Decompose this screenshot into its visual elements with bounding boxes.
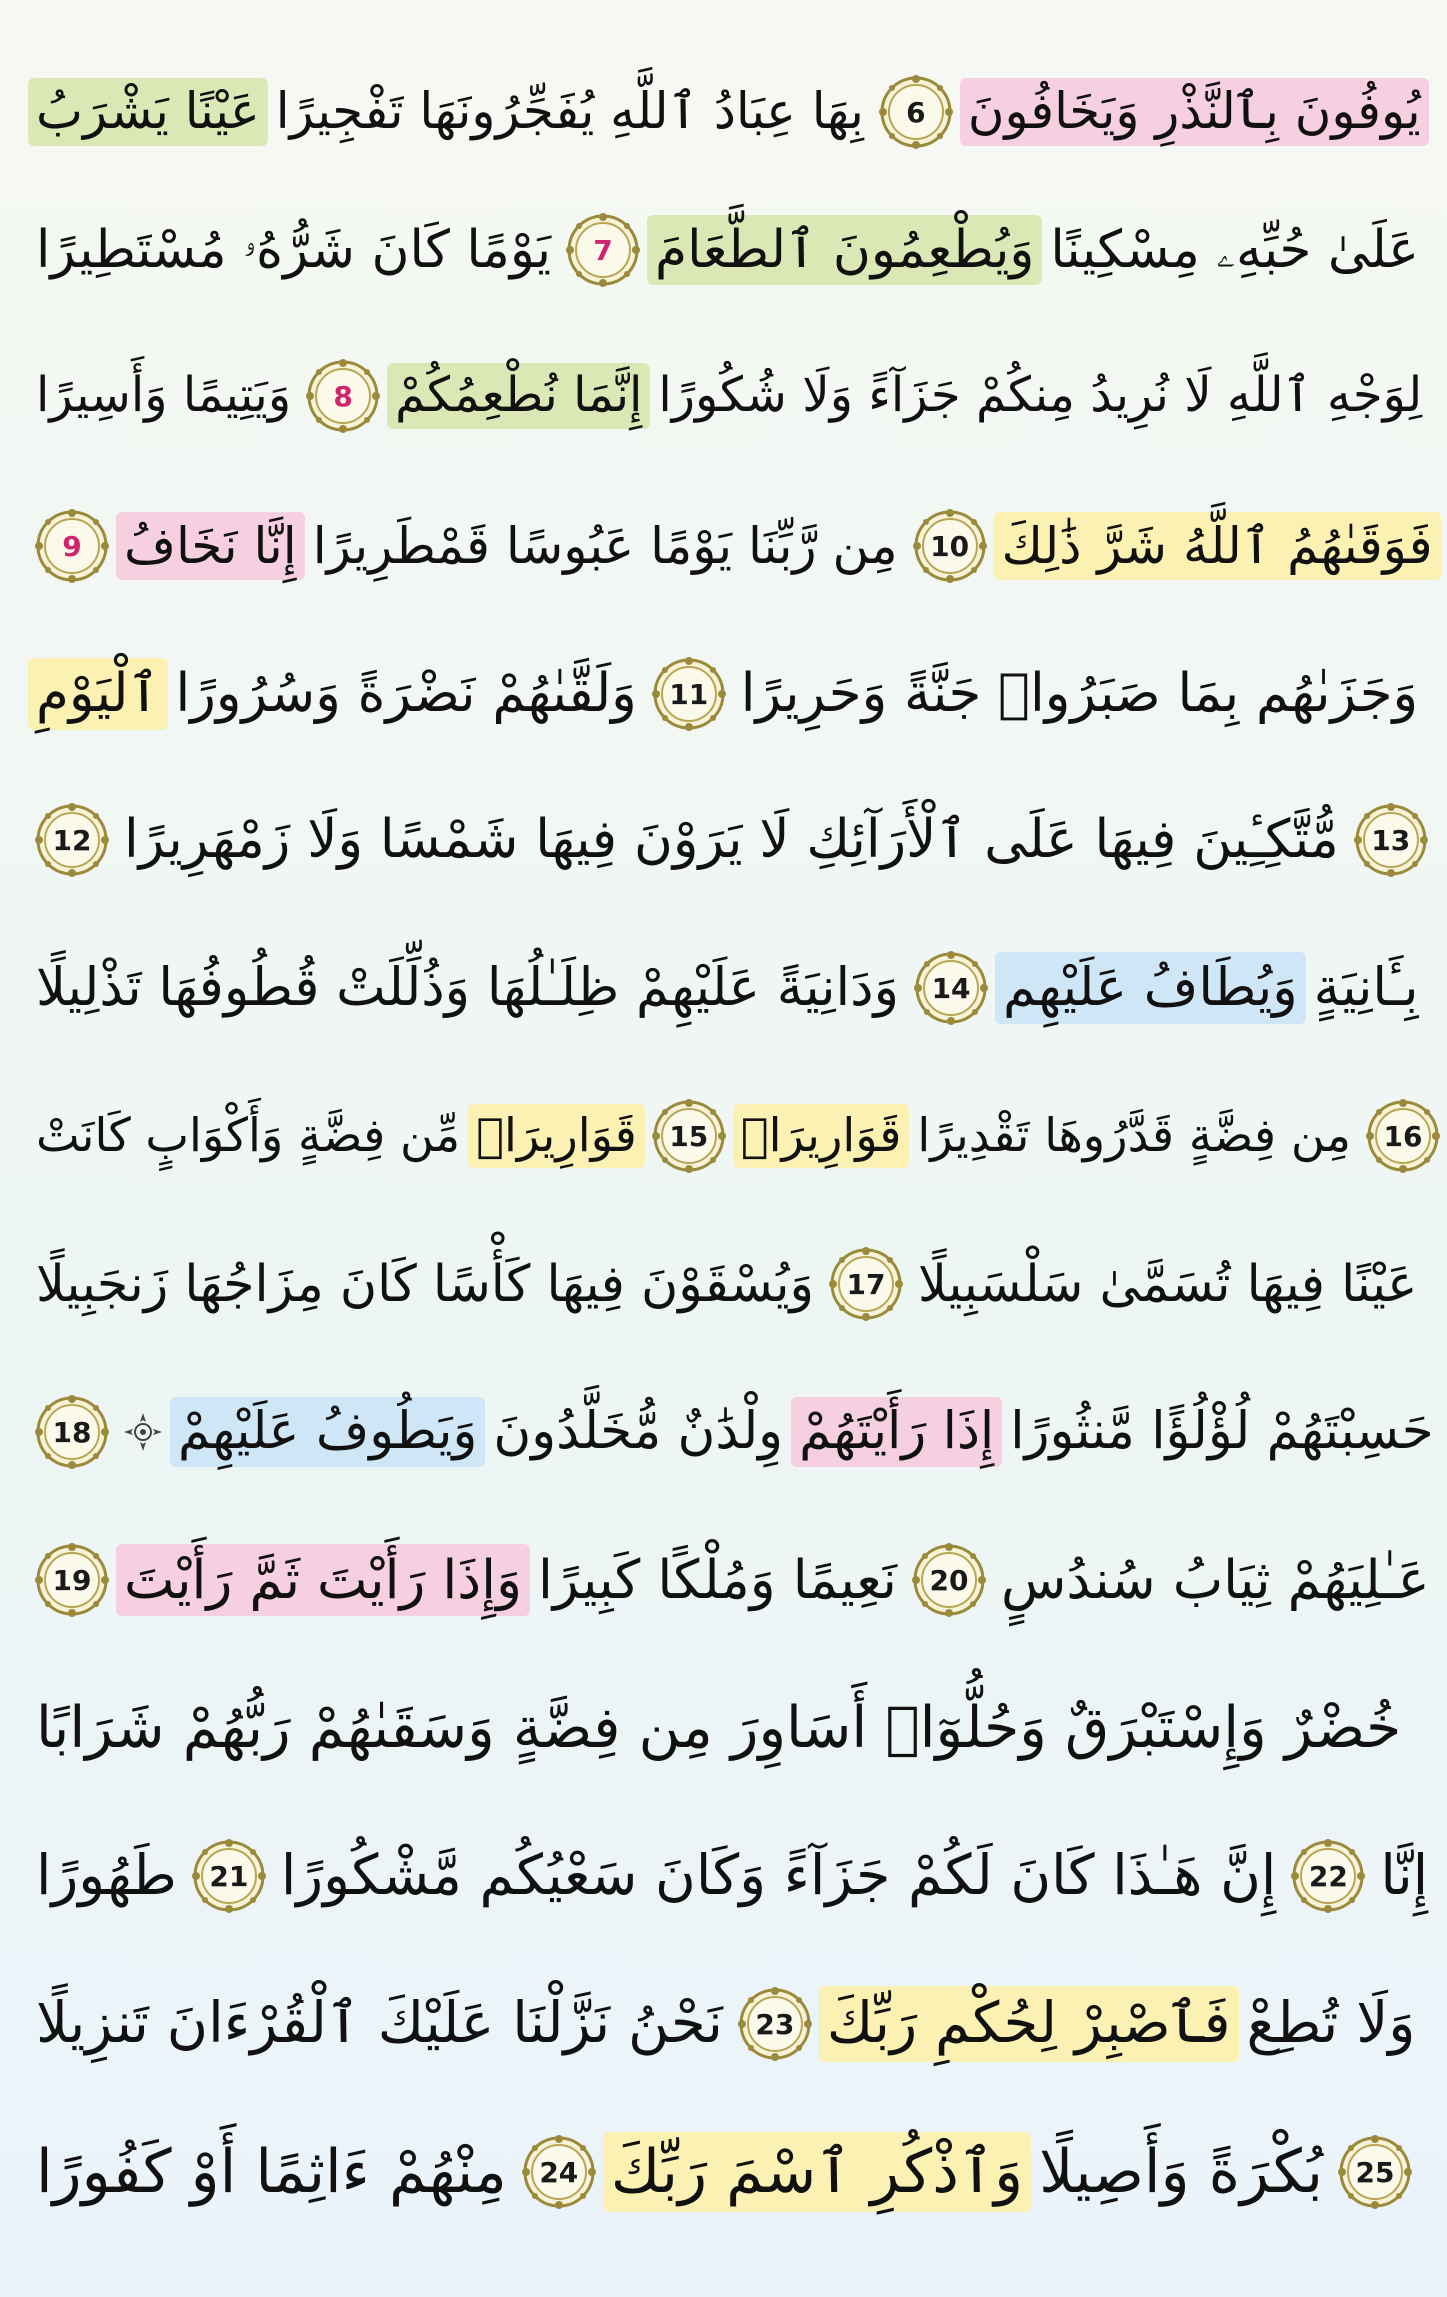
verse-line-1 xyxy=(28,52,1419,172)
ayah-marker-21[interactable]: 21 xyxy=(191,1838,267,1914)
verse-text: عَـٰلِيَهُمْ ثِيَابُ سُندُسٍ xyxy=(1000,1547,1430,1611)
highlighted-phrase[interactable]: يُوفُونَ بِٱلنَّذْرِ وَيَخَافُونَ xyxy=(960,78,1429,146)
verse-text: مِن رَّبِّنَا يَوْمًا عَبُوسًا قَمْطَرِيرًا xyxy=(312,515,898,575)
verse-line-3 xyxy=(28,336,1423,456)
highlighted-phrase[interactable]: ٱلْيَوْمِ xyxy=(28,658,168,730)
verse-text: وَيُسْقَوْنَ فِيهَا كَأْسًا كَانَ مِزَاجُهَا زَنجَبِيلًا xyxy=(36,1253,814,1313)
verse-text: نَحْنُ نَزَّلْنَا عَلَيْكَ ٱلْقُرْءَانَ تَنزِيلًا xyxy=(36,1991,723,2057)
sajda-icon xyxy=(122,1411,164,1453)
highlighted-phrase[interactable]: إِذَا رَأَيْتَهُمْ xyxy=(791,1397,1002,1467)
ayah-marker-23[interactable]: 23 xyxy=(737,1986,813,2062)
verse-text: إِنَّ هَـٰذَا كَانَ لَكُمْ جَزَآءً وَكَانَ سَعْيُكُم مَّشْكُورًا xyxy=(280,1842,1277,1908)
highlighted-phrase[interactable]: قَوَارِيرَا۠ xyxy=(468,1104,645,1168)
verse-text: بِهَا عِبَادُ ٱللَّهِ يُفَجِّرُونَهَا تَفْجِيرًا xyxy=(275,82,864,141)
verse-text: يَوْمًا كَانَ شَرُّهُۥ مُسْتَطِيرًا xyxy=(36,219,552,280)
verse-text: وَلَقَّىٰهُمْ نَضْرَةً وَسُرُورًا xyxy=(175,662,637,725)
verse-text: إِنَّا xyxy=(1380,1842,1429,1908)
verse-text: طَهُورًا xyxy=(36,1842,177,1908)
verse-line-2 xyxy=(28,190,1419,310)
verse-text: لِوَجْهِ ٱللَّهِ لَا نُرِيدُ مِنكُمْ جَزَآءً وَلَا شُكُورًا xyxy=(658,367,1423,424)
verse-text: بُكْرَةً وَأَصِيلًا xyxy=(1039,2137,1324,2207)
ayah-marker-15[interactable]: 15 xyxy=(651,1098,727,1174)
ayah-marker-18[interactable]: 18 xyxy=(34,1394,110,1470)
ayah-marker-19[interactable]: 19 xyxy=(34,1542,110,1618)
highlighted-phrase[interactable]: وَيُطْعِمُونَ ٱلطَّعَامَ xyxy=(647,215,1042,285)
ayah-marker-8[interactable]: 8 xyxy=(305,358,381,434)
ayah-marker-20[interactable]: 20 xyxy=(911,1542,987,1618)
verse-text: عَلَىٰ حُبِّهِۦ مِسْكِينًا xyxy=(1050,219,1420,280)
verse-text: وِلْدَٰنٌ مُّخَلَّدُونَ xyxy=(493,1401,784,1462)
verse-line-5 xyxy=(28,634,1419,754)
verse-line-7 xyxy=(28,928,1419,1048)
verse-line-9 xyxy=(28,1224,1419,1344)
verse-text: مِن فِضَّةٍ قَدَّرُوهَا تَقْدِيرًا xyxy=(917,1108,1351,1163)
verse-text: وَجَزَىٰهُم بِمَا صَبَرُوا۟ جَنَّةً وَحَرِيرًا xyxy=(740,662,1419,725)
verse-text: وَلَا تُطِعْ xyxy=(1246,1991,1416,2057)
verse-text: وَدَانِيَةً عَلَيْهِمْ ظِلَـٰلُهَا وَذُلِّلَتْ قُطُوفُهَا تَذْلِيلًا xyxy=(36,957,900,1019)
verse-text: مِّن فِضَّةٍ وَأَكْوَابٍ كَانَتْ xyxy=(36,1108,461,1163)
verse-text: نَعِيمًا وَمُلْكًا كَبِيرًا xyxy=(537,1547,897,1611)
verse-line-12 xyxy=(28,1668,1419,1788)
ayah-marker-22[interactable]: 22 xyxy=(1290,1838,1366,1914)
ayah-marker-14[interactable]: 14 xyxy=(913,950,989,1026)
verse-text: حَسِبْتَهُمْ لُؤْلُؤًا مَّنثُورًا xyxy=(1010,1401,1434,1462)
highlighted-phrase[interactable]: وَإِذَا رَأَيْتَ ثَمَّ رَأَيْتَ xyxy=(116,1544,530,1616)
highlighted-phrase[interactable]: فَوَقَىٰهُمُ ٱللَّهُ شَرَّ ذَٰلِكَ xyxy=(994,512,1441,580)
verse-line-10 xyxy=(28,1372,1434,1492)
ayah-marker-17[interactable]: 17 xyxy=(828,1246,904,1322)
verse-line-8 xyxy=(28,1076,1423,1196)
verse-text: بِـَٔانِيَةٍ xyxy=(1313,957,1419,1019)
ayah-marker-13[interactable]: 13 xyxy=(1353,802,1429,878)
ayah-marker-12[interactable]: 12 xyxy=(34,802,110,878)
verse-line-13 xyxy=(28,1816,1429,1936)
ayah-marker-25[interactable]: 25 xyxy=(1337,2134,1413,2210)
verse-text: وَيَتِيمًا وَأَسِيرًا xyxy=(36,367,292,424)
verse-line-4 xyxy=(28,486,1433,606)
highlighted-phrase[interactable]: إِنَّمَا نُطْعِمُكُمْ xyxy=(387,363,650,429)
highlighted-phrase[interactable]: فَٱصْبِرْ لِحُكْمِ رَبِّكَ xyxy=(819,1986,1239,2062)
verse-text: مِنْهُمْ ءَاثِمًا أَوْ كَفُورًا xyxy=(36,2137,507,2207)
verse-text: مُّتَّكِـِٔينَ فِيهَا عَلَى ٱلْأَرَآئِكِ لَا يَرَوْنَ فِيهَا شَمْسًا وَلَا زَمْهَرِيرًا xyxy=(124,809,1339,871)
ayah-marker-9[interactable]: 9 xyxy=(34,508,110,584)
highlighted-phrase[interactable]: قَوَارِيرَا۟ xyxy=(733,1104,910,1168)
verse-text: خُضْرٌ وَإِسْتَبْرَقٌ وَحُلُّوٓا۟ أَسَاوِرَ مِن فِضَّةٍ وَسَقَىٰهُمْ رَبُّهُمْ شَرَابًا xyxy=(36,1694,1402,1761)
highlighted-phrase[interactable]: وَيَطُوفُ عَلَيْهِمْ xyxy=(170,1397,485,1467)
verse-line-14 xyxy=(28,1964,1419,2084)
verse-line-11 xyxy=(28,1520,1430,1640)
highlighted-phrase[interactable]: إِنَّا نَخَافُ xyxy=(116,512,305,580)
ayah-marker-24[interactable]: 24 xyxy=(521,2134,597,2210)
ayah-marker-6[interactable]: 6 xyxy=(878,74,954,150)
ayah-marker-16[interactable]: 16 xyxy=(1365,1098,1441,1174)
verse-line-15 xyxy=(28,2112,1419,2232)
verse-line-6 xyxy=(28,780,1419,900)
ayah-marker-11[interactable]: 11 xyxy=(651,656,727,732)
verse-text: عَيْنًا فِيهَا تُسَمَّىٰ سَلْسَبِيلًا xyxy=(918,1253,1418,1313)
highlighted-phrase[interactable]: وَيُطَافُ عَلَيْهِم xyxy=(995,952,1306,1023)
highlighted-phrase[interactable]: وَٱذْكُرِ ٱسْمَ رَبِّكَ xyxy=(603,2132,1031,2212)
ayah-marker-10[interactable]: 10 xyxy=(912,508,988,584)
highlighted-phrase[interactable]: عَيْنًا يَشْرَبُ xyxy=(28,78,268,146)
ayah-marker-7[interactable]: 7 xyxy=(565,212,641,288)
